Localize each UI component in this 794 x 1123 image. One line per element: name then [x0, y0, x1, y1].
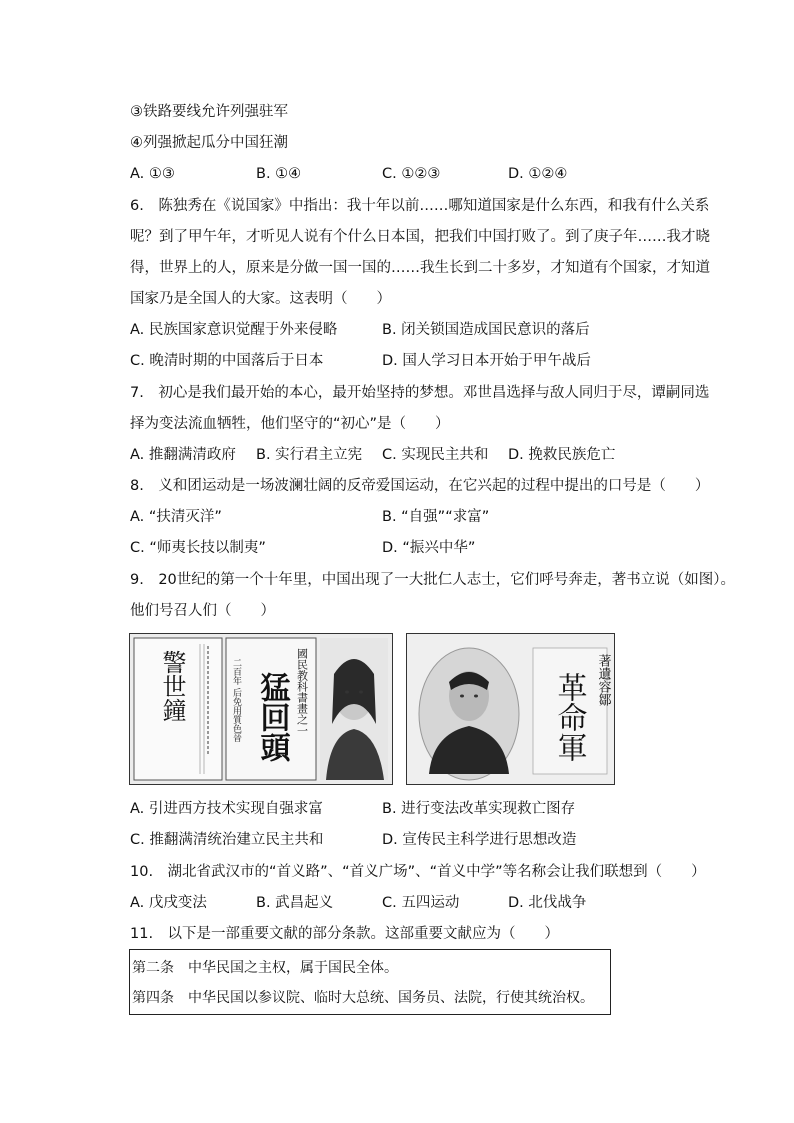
q5-option-b: B. ①④	[256, 166, 302, 182]
q6-stem-line-4: 国家乃是全国人的大家。这表明（ ）	[130, 291, 391, 307]
revolutionary-army-photo	[407, 634, 614, 784]
book2-date-text: 二百年 后免用質色晉	[231, 658, 241, 742]
book1-char-1: 警世鐘	[158, 650, 186, 722]
q6-stem-line-3: 得，世界上的人，原来是分做一国一国的……我生长到二十多岁，才知道有个国家，才知道	[130, 260, 710, 276]
q11-stem-line-1: 11. 以下是一部重要文献的部分条款。这部重要文献应为（ ）	[130, 926, 560, 942]
q5-option-c: C. ①②③	[382, 166, 441, 182]
q10-option-b: B. 武昌起义	[256, 895, 334, 911]
q8-option-c: C. “师夷长技以制夷”	[130, 540, 266, 556]
book2-title: 猛回頭	[254, 672, 290, 762]
q9-option-d: D. 宣传民主科学进行思想改造	[382, 832, 577, 848]
q6-option-a: A. 民族国家意识觉醒于外来侵略	[130, 322, 338, 338]
q7-option-d: D. 挽救民族危亡	[508, 447, 616, 463]
q9-option-b: B. 进行变法改革实现救亡图存	[382, 801, 576, 817]
q9-figure-right	[406, 633, 615, 785]
q11-provisions-box	[129, 949, 611, 1015]
q7-stem-line-1: 7. 初心是我们最开始的本心，最开始坚持的梦想。邓世昌选择与敌人同归于尽，谭嗣同选	[130, 385, 710, 401]
q9-stem-line-1: 9. 20世纪的第一个十年里，中国出现了一大批仁人志士，它们呼号奔走，著书立说（如图）。	[130, 572, 736, 588]
q7-option-a: A. 推翻满清政府	[130, 447, 236, 463]
q5-item-4: ④列强掀起瓜分中国狂潮	[130, 135, 288, 151]
q10-option-d: D. 北伐战争	[508, 895, 587, 911]
q7-option-b: B. 实行君主立宪	[256, 447, 363, 463]
revolutionary-army-title: 革命軍	[551, 672, 587, 762]
q9-option-c: C. 推翻满清统治建立民主共和	[130, 832, 324, 848]
q6-option-c: C. 晚清时期的中国落后于日本	[130, 353, 324, 369]
q7-stem-line-2: 择为变法流血牺牲，他们坚守的“初心”是（ ）	[130, 416, 450, 432]
q10-option-a: A. 戊戌变法	[130, 895, 207, 911]
q9-figure-left	[129, 633, 393, 785]
provision-article-2: 第二条 中华民国之主权，属于国民全体。	[132, 960, 398, 976]
q6-stem-line-1: 6. 陈独秀在《说国家》中指出：我十年以前……哪知道国家是什么东西，和我有什么关系	[130, 198, 710, 214]
q5-option-d: D. ①②④	[508, 166, 568, 182]
q9-option-a: A. 引进西方技术实现自强求富	[130, 801, 323, 817]
q8-option-a: A. “扶清灭洋”	[130, 509, 222, 525]
zourong-header: 著遺容鄒	[595, 654, 611, 706]
q6-option-b: B. 闭关锁国造成国民意识的落后	[382, 322, 590, 338]
q10-stem-line-1: 10. 湖北省武汉市的“首义路”、“首义广场”、“首义中学”等名称会让我们联想到（ ）	[130, 864, 706, 880]
q6-option-d: D. 国人学习日本开始于甲午战后	[382, 353, 591, 369]
q5-item-3: ③铁路要线允许列强驻军	[130, 104, 288, 120]
provision-article-4: 第四条 中华民国以参议院、临时大总统、国务员、法院，行使其统治权。	[132, 990, 594, 1006]
q9-stem-line-2: 他们号召人们（ ）	[130, 603, 275, 619]
q8-option-b: B. “自强”“求富”	[382, 509, 490, 525]
q10-option-c: C. 五四运动	[382, 895, 460, 911]
q6-stem-line-2: 呢？到了甲午年，才听见人说有个什么日本国，把我们中国打败了。到了庚子年……我才晓	[130, 229, 710, 245]
book-covers-photo	[130, 634, 392, 784]
q7-option-c: C. 实现民主共和	[382, 447, 489, 463]
book2-side-text: 國民教科書畫之一	[295, 648, 309, 736]
q8-stem-line-1: 8. 义和团运动是一场波澜壮阔的反帝爱国运动，在它兴起的过程中提出的口号是（ ）	[130, 478, 710, 494]
q5-option-a: A. ①③	[130, 166, 175, 182]
q8-option-d: D. “振兴中华”	[382, 540, 476, 556]
